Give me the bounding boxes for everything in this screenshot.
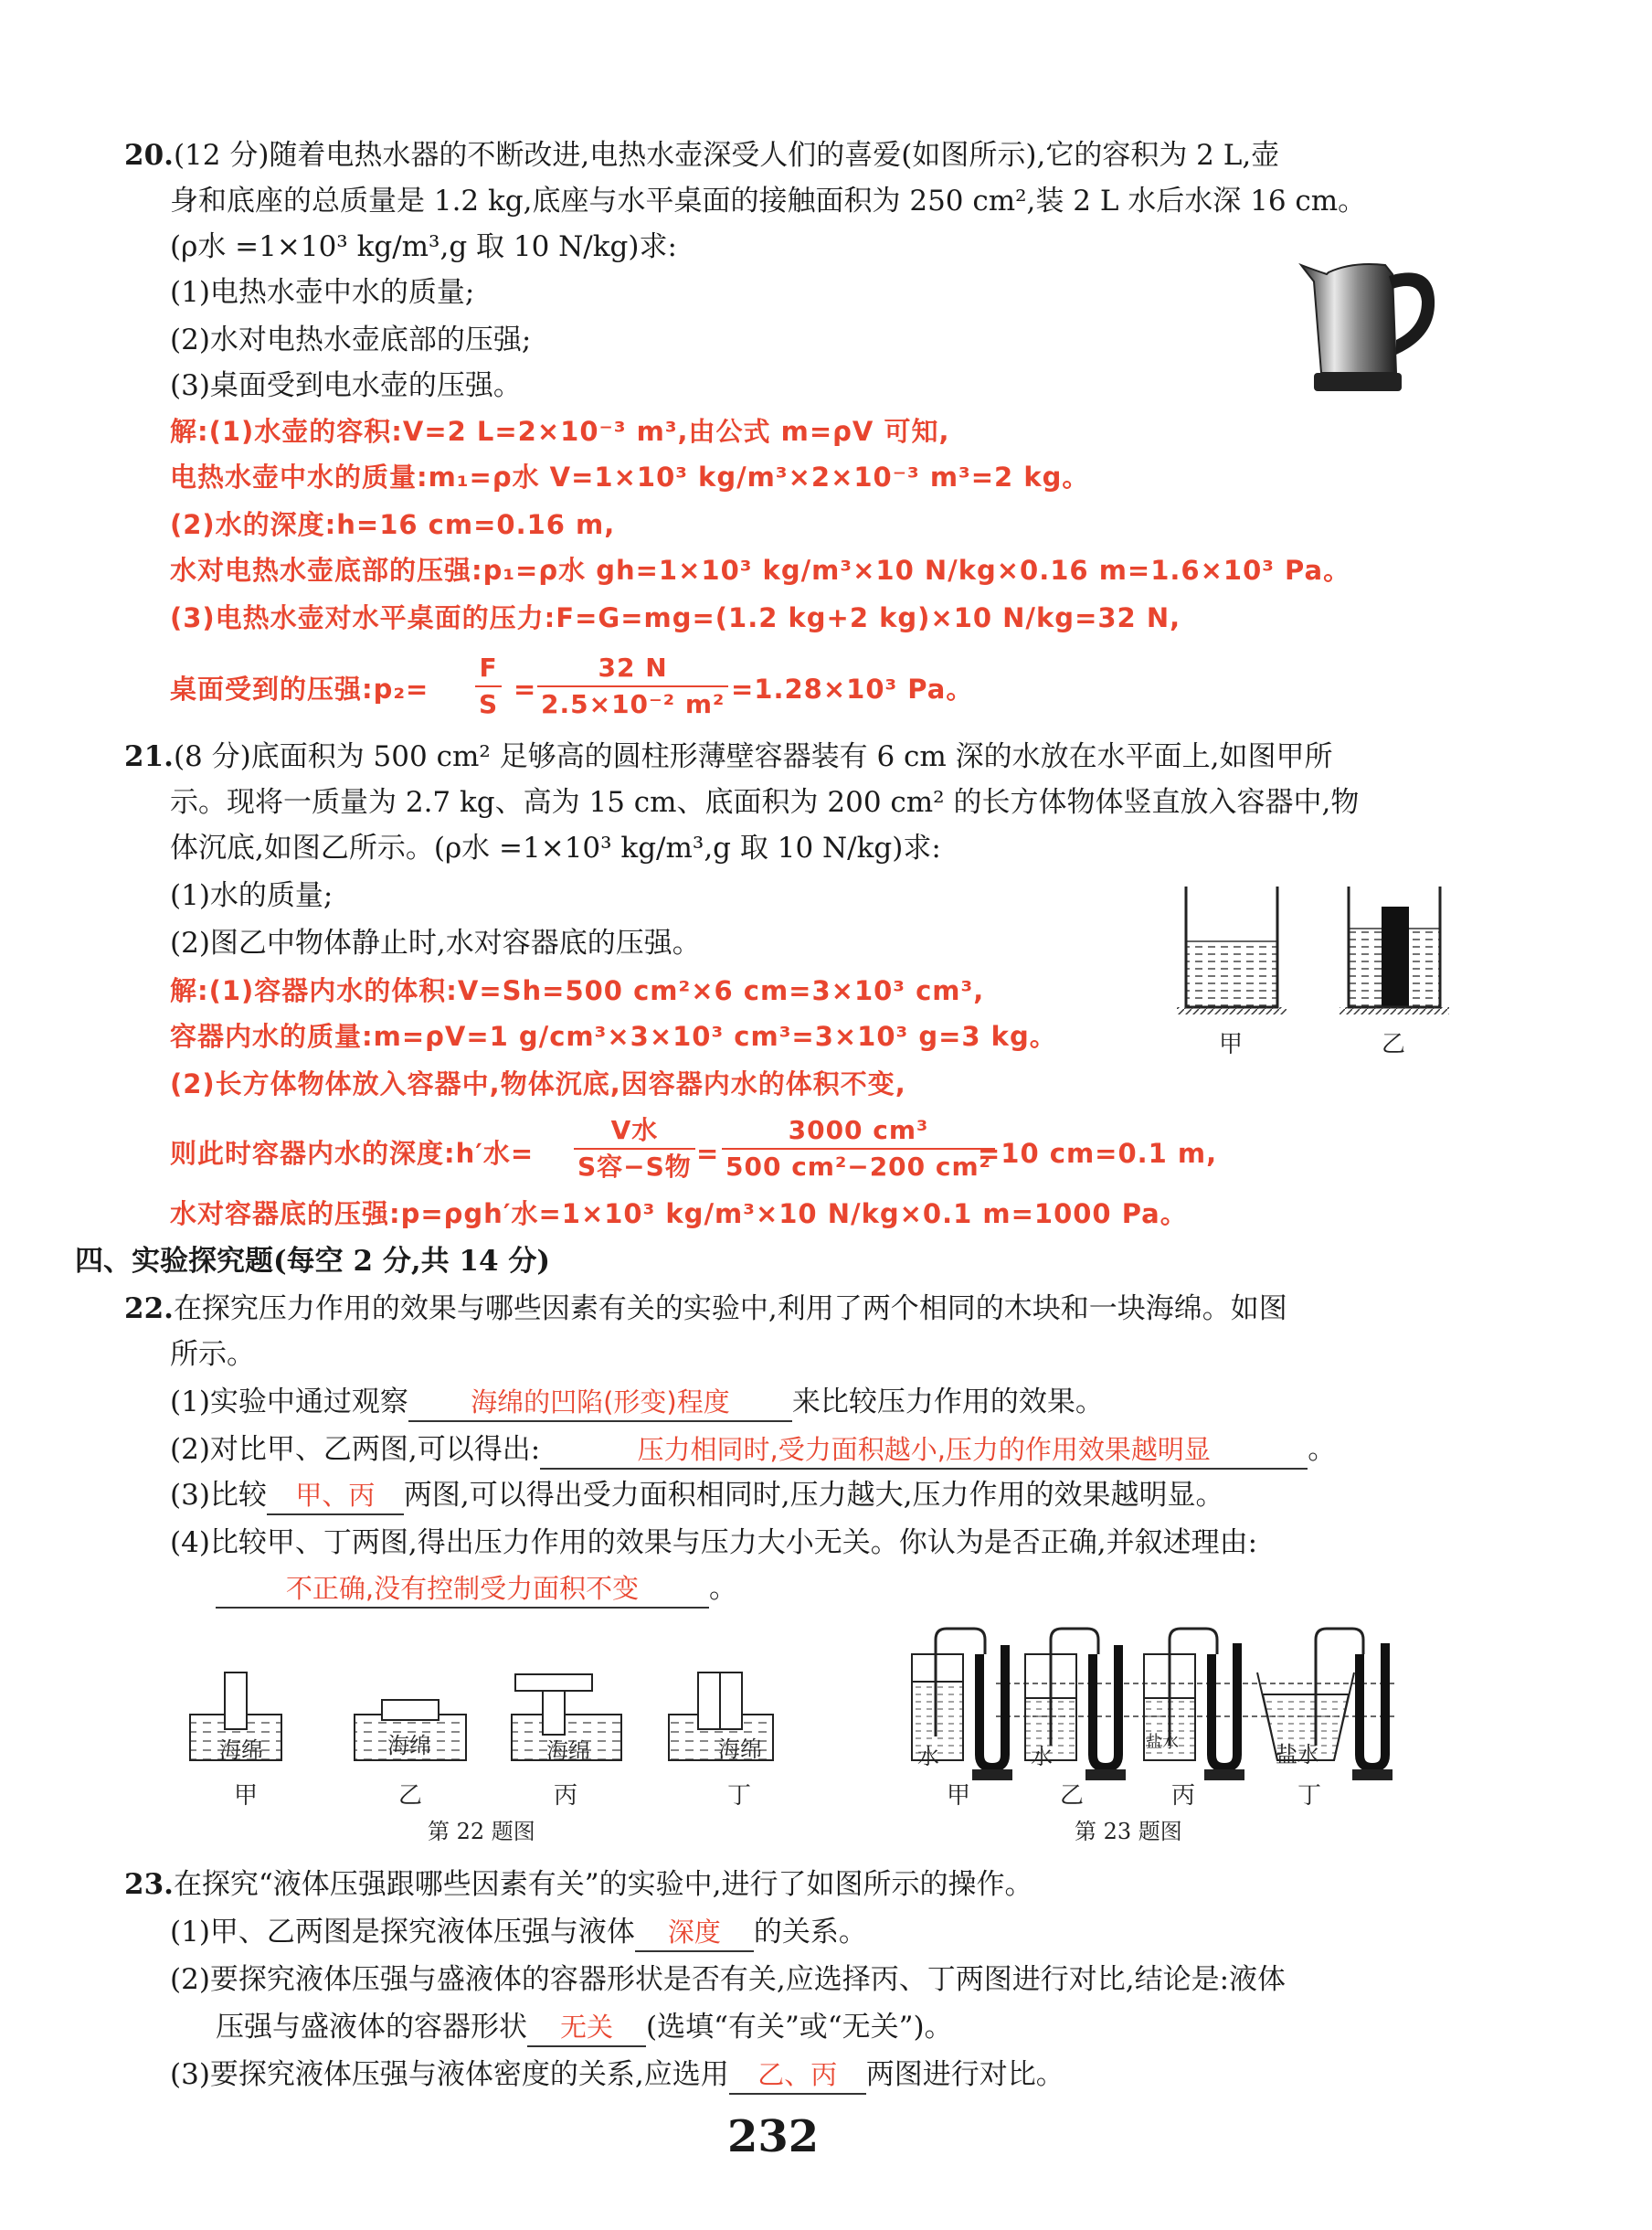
q23-label-jia: 甲 (947, 1782, 971, 1810)
q23-liquid-label-4: 盐水 (1276, 1742, 1319, 1768)
q20-fraction-1 (475, 651, 502, 722)
q21-frac2-den: 500 cm²−200 cm² (725, 1152, 991, 1182)
q23-s2b-suffix: (选填“有关”或“无关”)。 (646, 2011, 953, 2044)
q22-caption: 第 22 题图 (428, 1819, 535, 1844)
q23-liquid-label-2: 水 (1031, 1744, 1053, 1769)
q22-sponge-figure (174, 1663, 813, 1800)
q22-s3-answer: 甲、丙 (267, 1477, 404, 1515)
q21-frac1-num: V水 (574, 1113, 695, 1150)
q23-liquid-label-3: 盐水 (1146, 1733, 1179, 1752)
q21-answer-2: 容器内水的质量:m=ρV=1 g/cm³×3×10³ cm³=3×10³ g=3 kg。 (170, 1021, 1057, 1052)
q22-s3-prefix: (3)比较 (170, 1479, 267, 1512)
q23-sub-2b (216, 2007, 953, 2047)
page-number: 232 (727, 2111, 820, 2162)
q23-s1-suffix: 的关系。 (753, 1916, 867, 1949)
q23-pressure-gauge-figure (905, 1618, 1416, 1800)
q20-answer-2: 电热水壶中水的质量:m₁=ρ水 V=1×10³ kg/m³×2×10⁻³ m³=2 kg。 (170, 462, 1090, 493)
q22-s1-prefix: (1)实验中通过观察 (170, 1386, 408, 1418)
q20-line-3: (ρ水 =1×10³ kg/m³,g 取 10 N/kg)求: (170, 230, 677, 263)
q20-answer-6-result: =1.28×10³ Pa。 (731, 674, 974, 705)
q22-sponge-label-3: 海绵 (546, 1738, 590, 1764)
q23-text-1: 在探究“液体压强跟哪些因素有关”的实验中,进行了如图所示的操作。 (173, 1868, 1033, 1901)
q21-text-1: (8 分)底面积为 500 cm² 足够高的圆柱形薄壁容器装有 6 cm 深的水放在水平面上,如图甲所 (173, 740, 1333, 773)
q21-frac2-num: 3000 cm³ (722, 1113, 995, 1150)
kettle-image (1297, 245, 1444, 400)
q22-sponge-label-1: 海绵 (219, 1737, 263, 1763)
q21-fraction-2 (722, 1113, 995, 1184)
q21-frac1-den: S容−S物 (577, 1152, 692, 1182)
q23-s1-prefix: (1)甲、乙两图是探究液体压强与液体 (170, 1916, 635, 1949)
q23-s3-prefix: (3)要探究液体压强与液体密度的关系,应选用 (170, 2058, 729, 2091)
q22-label-ding: 丁 (727, 1782, 752, 1810)
q21-equals: = (696, 1138, 720, 1169)
q20-answer-3: (2)水的深度:h=16 cm=0.16 m, (170, 509, 616, 540)
q23-sub-3 (170, 2055, 1064, 2095)
q20-answer-1: 解:(1)水壶的容积:V=2 L=2×10⁻³ m³,由公式 m=ρV 可知, (170, 416, 950, 447)
q23-s1-answer: 深度 (635, 1914, 754, 1952)
q20-frac2-den: 2.5×10⁻² m² (541, 689, 725, 719)
q23-number: 23. (124, 1868, 174, 1901)
q20-line-1 (124, 135, 1279, 175)
q22-sponge-label-4: 海绵 (718, 1736, 762, 1762)
q20-fraction-2 (537, 651, 728, 722)
q20-answer-5: (3)电热水壶对水平桌面的压力:F=G=mg=(1.2 kg+2 kg)×10 N/kg=32 N, (170, 602, 1181, 633)
q22-line-1 (124, 1289, 1287, 1329)
q22-s2-suffix: 。 (1308, 1433, 1337, 1466)
q23-s2-answer: 无关 (527, 2009, 646, 2047)
q23-s3-suffix: 两图进行对比。 (865, 2058, 1064, 2091)
q20-text-1: (12 分)随着电热水器的不断改进,电热水壶深受人们的喜爱(如图所示),它的容积为 2 L,壶 (173, 139, 1280, 172)
q21-answer-1: 解:(1)容器内水的体积:V=Sh=500 cm²×6 cm=3×10³ cm³, (170, 975, 985, 1006)
q20-answer-6-prefix: 桌面受到的压强:p₂= (170, 674, 429, 705)
q21-sub-1: (1)水的质量; (170, 879, 334, 912)
q22-s2-prefix: (2)对比甲、乙两图,可以得出: (170, 1433, 541, 1466)
q21-containers-figure (1170, 877, 1480, 1060)
q23-caption: 第 23 题图 (1075, 1819, 1182, 1844)
q20-line-2: 身和底座的总质量是 1.2 kg,底座与水平桌面的接触面积为 250 cm²,装 2 L 水后水深 16 cm。 (170, 185, 1367, 218)
section-title: 四、实验探究题(每空 2 分,共 14 分) (75, 1245, 551, 1278)
q20-frac2-num: 32 N (537, 651, 728, 687)
q22-s4-answer: 不正确,没有控制受力面积不变 (216, 1570, 709, 1609)
q21-answer-4-prefix: 则此时容器内水的深度:h′水= (170, 1138, 535, 1169)
q22-label-yi: 乙 (398, 1782, 423, 1810)
q22-sub-3 (170, 1475, 1223, 1515)
q23-s2b-prefix: 压强与盛液体的容器形状 (216, 2011, 527, 2044)
q22-sub-1 (170, 1382, 1104, 1422)
q22-sub-2 (170, 1429, 1336, 1470)
q22-label-jia: 甲 (234, 1782, 259, 1810)
q22-s2-answer: 压力相同时,受力面积越小,压力的作用效果越明显 (540, 1431, 1308, 1470)
q21-line-1 (124, 737, 1333, 777)
q20-frac1-num: F (475, 651, 502, 687)
q21-sub-2: (2)图乙中物体静止时,水对容器底的压强。 (170, 927, 701, 960)
q22-s4-suffix: 。 (709, 1572, 737, 1605)
q22-line-2: 所示。 (170, 1338, 255, 1371)
q20-answer-4: 水对电热水壶底部的压强:p₁=ρ水 gh=1×10³ kg/m³×10 N/kg×0.16 m=1.6×10³ Pa。 (170, 555, 1351, 586)
q20-frac1-den: S (479, 689, 499, 719)
q22-sub-4-answer-line (216, 1568, 737, 1609)
q20-sub-1: (1)电热水壶中水的质量; (170, 276, 475, 309)
q23-label-yi: 乙 (1060, 1782, 1085, 1810)
q22-label-bing: 丙 (554, 1782, 578, 1810)
q23-label-ding: 丁 (1297, 1782, 1322, 1810)
q21-number: 21. (124, 740, 174, 773)
q22-number: 22. (124, 1292, 174, 1325)
q21-fig-label-jia: 甲 (1219, 1031, 1244, 1058)
q21-fraction-1 (574, 1113, 695, 1184)
q23-line-1 (124, 1864, 1033, 1905)
q23-sub-2: (2)要探究液体压强与盛液体的容器形状是否有关,应选择丙、丁两图进行对比,结论是:液体 (170, 1963, 1287, 1996)
q21-line-2: 示。现将一质量为 2.7 kg、高为 15 cm、底面积为 200 cm² 的长方体物体竖直放入容器中,物 (170, 786, 1360, 819)
q21-answer-4-result: =10 cm=0.1 m, (978, 1138, 1218, 1169)
q22-s1-suffix: 来比较压力作用的效果。 (791, 1386, 1104, 1418)
q23-liquid-label-1: 水 (917, 1744, 939, 1769)
q20-equals: = (514, 674, 537, 705)
q20-number: 20. (124, 139, 174, 172)
q22-s3-suffix: 两图,可以得出受力面积相同时,压力越大,压力作用的效果越明显。 (403, 1479, 1224, 1512)
q23-label-bing: 丙 (1171, 1782, 1196, 1810)
q23-sub-1 (170, 1912, 867, 1952)
q21-line-3: 体沉底,如图乙所示。(ρ水 =1×10³ kg/m³,g 取 10 N/kg)求: (170, 832, 941, 865)
q23-s3-answer: 乙、丙 (729, 2056, 866, 2095)
q20-sub-2: (2)水对电热水壶底部的压强; (170, 324, 532, 356)
q21-answer-5: 水对容器底的压强:p=ρgh′水=1×10³ kg/m³×10 N/kg×0.1 m=1000 Pa。 (170, 1198, 1188, 1229)
q21-answer-3: (2)长方体物体放入容器中,物体沉底,因容器内水的体积不变, (170, 1068, 906, 1099)
q21-fig-label-yi: 乙 (1382, 1031, 1406, 1058)
q20-sub-3: (3)桌面受到电水壶的压强。 (170, 369, 522, 402)
q22-sub-4: (4)比较甲、丁两图,得出压力作用的效果与压力大小无关。你认为是否正确,并叙述理由: (170, 1526, 1258, 1559)
q22-text-1: 在探究压力作用的效果与哪些因素有关的实验中,利用了两个相同的木块和一块海绵。如图 (173, 1292, 1287, 1325)
q22-s1-answer: 海绵的凹陷(形变)程度 (408, 1384, 792, 1422)
q22-sponge-label-2: 海绵 (387, 1733, 431, 1758)
